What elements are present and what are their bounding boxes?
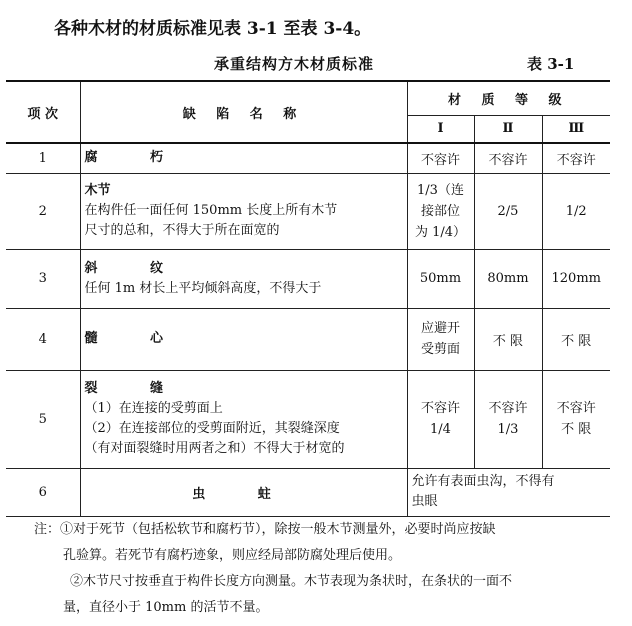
grade-1-line: 应避开: [420, 321, 460, 336]
header-grade-3: Ⅲ: [542, 115, 610, 143]
defect-name-cell: [80, 249, 407, 308]
merged-grade-line: 允许有表面虫沟，不得有: [411, 474, 555, 489]
grade-2-value: 不容许: [474, 143, 542, 173]
table-row: [6, 308, 610, 370]
header-grade-1: Ⅰ: [407, 115, 474, 143]
grade-3-line: 不 限: [561, 422, 592, 437]
defect-name-cell: [80, 173, 407, 249]
defect-detail-line: （2）在连接部位的受剪面附近，其裂缝深度: [84, 421, 340, 436]
grade-2-value: 80mm: [474, 249, 542, 308]
defect-name-line: 髓 心: [84, 331, 188, 346]
defect-name-line: 斜 纹: [84, 260, 188, 276]
header-defect-name: 缺 陷 名 称: [80, 81, 407, 143]
grade-2-line: 不容许: [488, 401, 528, 416]
grade-1-value: 不容许: [407, 143, 474, 173]
header-grade-2: Ⅱ: [474, 115, 542, 143]
grade-3-value: 不 限: [542, 308, 610, 370]
merged-grade-line: 虫眼: [411, 494, 438, 509]
table-row: [6, 468, 610, 516]
defect-detail-line: （1）在连接的受剪面上: [84, 401, 223, 416]
grade-1-value: [407, 173, 474, 249]
row-number: 5: [6, 370, 80, 468]
grade-2-value: [474, 370, 542, 468]
grade-1-line: 为 1/4）: [414, 224, 467, 240]
material-standard-table: [6, 80, 610, 517]
table-number: 表 3-1: [527, 55, 575, 73]
defect-name-line: 腐 朽: [84, 150, 188, 166]
defect-detail-line: （有对面裂缝时用两者之和）不得大于材宽的: [84, 441, 345, 456]
row-number: 1: [6, 143, 80, 173]
row-number: 2: [6, 173, 80, 249]
defect-detail-line: 任何 1m 材长上平均倾斜高度，不得大于: [84, 280, 322, 296]
grade-2-line: 1/3: [497, 422, 519, 437]
note-line: 量，直径小于 10mm 的活节不量。: [63, 600, 269, 615]
header-row-1: [6, 81, 610, 115]
defect-name-line: 虫 蛀: [192, 486, 295, 502]
grade-3-value: 1/2: [542, 173, 610, 249]
table-row: [6, 173, 610, 249]
grade-1-value: 50mm: [407, 249, 474, 308]
grade-2-value: 2/5: [474, 173, 542, 249]
table-row: [6, 249, 610, 308]
row-number: 3: [6, 249, 80, 308]
table-row: [6, 370, 610, 468]
defect-detail-line: 在构件任一面任何 150mm 长度上所有木节: [84, 203, 338, 218]
table-notes: [8, 517, 614, 621]
defect-detail-line: 尺寸的总和，不得大于所在面宽的: [84, 223, 280, 238]
note-line: 孔验算。若死节有腐朽迹象，则应经局部防腐处理后使用。: [63, 548, 402, 563]
merged-grade-value: [407, 468, 610, 516]
defect-name-cell: [80, 468, 407, 516]
grade-1-line: 不容许: [420, 401, 460, 416]
header-item-no: 项 次: [6, 81, 80, 143]
grade-3-value: [542, 370, 610, 468]
header-material-grade: 材 质 等 级: [407, 81, 610, 115]
note-line: ②木节尺寸按垂直于构件长度方向测量。木节表现为条状时，在条状的一面不: [70, 574, 513, 589]
table-title: 承重结构方木材质标准: [214, 55, 375, 73]
defect-name-cell: [80, 308, 407, 370]
defect-name-cell: [80, 370, 407, 468]
grade-1-value: [407, 370, 474, 468]
grade-1-line: 1/4: [430, 422, 451, 437]
defect-name-line: 木节: [84, 183, 111, 198]
grade-1-line: 接部位: [420, 203, 460, 219]
grade-3-value: 不容许: [542, 143, 610, 173]
row-number: 4: [6, 308, 80, 370]
note-line: 注：①对于死节（包括松软节和腐朽节），除按一般木节测量外，必要时尚应按缺: [34, 522, 496, 537]
grade-1-line: 受剪面: [420, 342, 460, 357]
intro-text: 各种木材的材质标准见表 3-1 至表 3-4。: [54, 19, 372, 39]
grade-1-value: [407, 308, 474, 370]
grade-3-value: 120mm: [542, 249, 610, 308]
defect-name-line: 裂 缝: [84, 381, 188, 396]
grade-3-line: 不容许: [556, 401, 596, 416]
row-number: 6: [6, 468, 80, 516]
table-row: [6, 143, 610, 173]
grade-1-line: 1/3（连: [417, 182, 464, 198]
grade-2-value: 不 限: [474, 308, 542, 370]
defect-name-cell: [80, 143, 407, 173]
